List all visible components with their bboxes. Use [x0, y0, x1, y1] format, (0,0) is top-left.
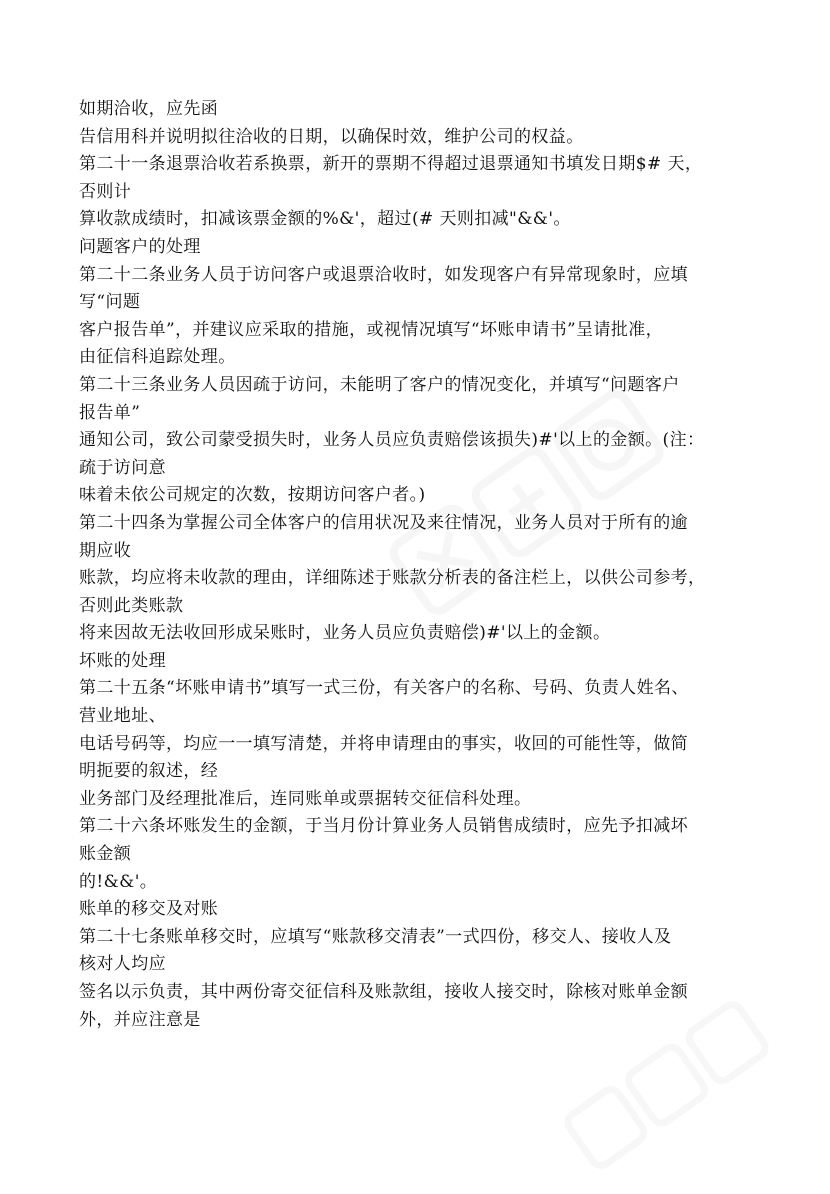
section-heading: 坏账的处理 [79, 650, 166, 671]
text-line: 第二十一条退票洽收若系换票，新开的票期不得超过退票通知书填发日期$# 天， [79, 154, 703, 175]
text-line: 业务部门及经理批准后，连同账单或票据转交征信科处理。 [79, 788, 532, 809]
text-line: 写“问题 [79, 292, 141, 313]
text-line: 否则计 [79, 181, 132, 202]
section-heading: 账单的移交及对账 [79, 899, 219, 920]
text-line: 告信用科并说明拟往洽收的日期，以确保时效，维护公司的权益。 [79, 126, 584, 147]
text-line: 账金额 [79, 844, 132, 865]
text-line: 味着未依公司规定的次数，按期访问客户者。) [79, 485, 426, 506]
text-line: 如期洽收，应先函 [79, 99, 219, 119]
text-line: 第二十七条账单移交时，应填写“账款移交清表”一式四份，移交人、接收人及 [79, 926, 672, 947]
text-line: 第二十六条坏账发生的金额，于当月份计算业务人员销售成绩时，应先予扣减坏 [79, 816, 688, 837]
text-line: 第二十三条业务人员因疏于访问，未能明了客户的情况变化，并填写“问题客户 [79, 374, 680, 395]
text-line: 的!&&'。 [79, 871, 158, 892]
text-line: 通知公司，致公司蒙受损失时，业务人员应负责赔偿该损失)#'以上的金额。(注： [79, 430, 705, 451]
text-line: 否则此类账款 [79, 595, 184, 616]
text-line: 疏于访问意 [79, 457, 166, 478]
text-line: 电话号码等，均应一一填写清楚，并将申请理由的事实，收回的可能性等，做简 [79, 733, 688, 754]
text-line: 签名以示负责，其中两份寄交征信科及账款组，接收人接交时，除核对账单金额 [79, 982, 688, 1002]
text-line: 外，并应注意是 [79, 1009, 201, 1030]
text-line: 第二十四条为掌握公司全体客户的信用状况及来往情况，业务人员对于所有的逾 [79, 512, 688, 533]
section-heading: 问题客户的处理 [79, 236, 201, 257]
text-line: 核对人均应 [79, 954, 166, 975]
text-line: 账款，均应将未收款的理由，详细陈述于账款分析表的备注栏上，以供公司参考， [79, 568, 706, 589]
document-body [79, 96, 759, 1034]
text-line: 期应收 [79, 540, 132, 561]
text-line: 算收款成绩时，扣减该票金额的%&'，超过(# 天则扣减"&&'。 [79, 209, 571, 230]
text-line: 由征信科追踪处理。 [79, 347, 236, 368]
text-line: 客户报告单”，并建议应采取的措施，或视情况填写“坏账申请书”呈请批准， [79, 319, 664, 340]
text-line: 将来因故无法收回形成呆账时，业务人员应负责赔偿)#'以上的金额。 [79, 623, 611, 644]
text-line: 第二十五条“坏账申请书”填写一式三份，有关客户的名称、号码、负责人姓名、 [79, 678, 689, 699]
text-line: 明扼要的叙述，经 [79, 761, 219, 782]
text-line: 营业地址、 [79, 706, 166, 727]
text-line: 报告单” [79, 402, 141, 423]
text-line: 第二十二条业务人员于访问客户或退票洽收时，如发现客户有异常现象时，应填 [79, 264, 688, 285]
